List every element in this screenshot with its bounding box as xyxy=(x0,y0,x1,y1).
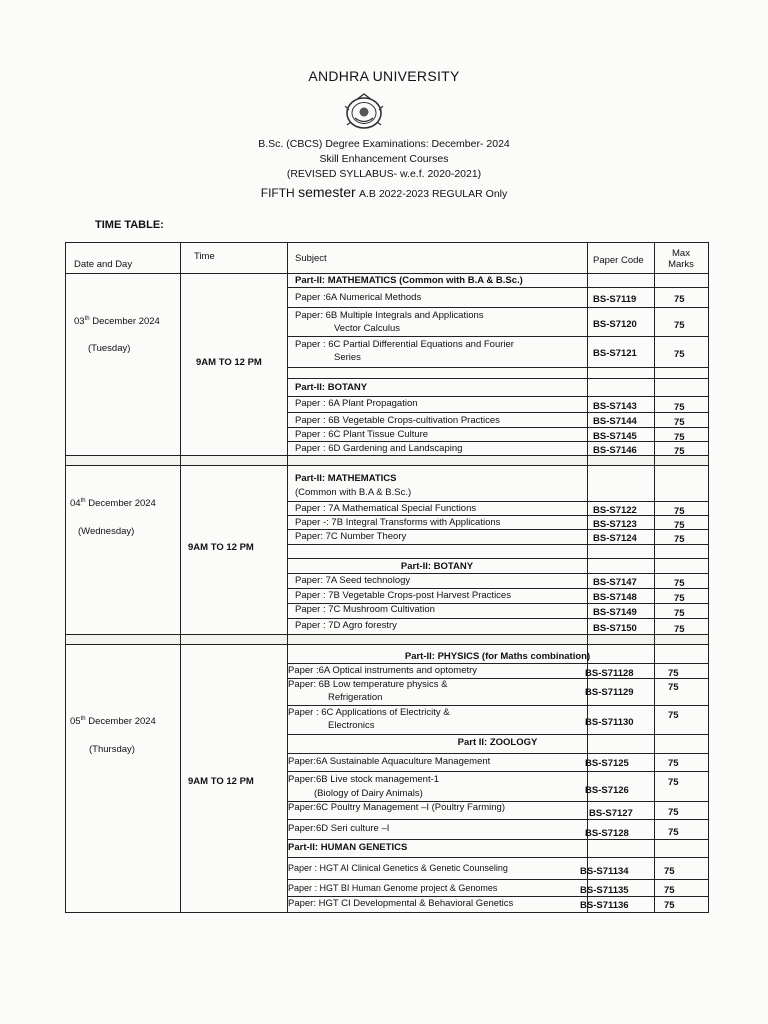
paper-marks: 75 xyxy=(664,900,675,911)
paper-code: BS-S7145 xyxy=(593,431,637,442)
col-header-time: Time xyxy=(194,251,215,262)
semester-batch: A.B 2022-2023 REGULAR Only xyxy=(359,188,508,200)
paper-subject: Paper : 7B Vegetable Crops-post Harvest Practices xyxy=(295,590,511,601)
paper-marks: 75 xyxy=(668,807,679,818)
paper-marks: 75 xyxy=(674,417,685,428)
paper-code: BS-S7120 xyxy=(593,319,637,330)
paper-marks: 75 xyxy=(674,624,685,635)
row-line xyxy=(287,287,708,288)
paper-subject: Paper: 7C Number Theory xyxy=(295,531,407,542)
paper-subject: Paper : 6A Plant Propagation xyxy=(295,398,418,409)
paper-marks: 75 xyxy=(674,520,685,531)
group-heading: Part-II: MATHEMATICS xyxy=(295,473,397,484)
paper-marks: 75 xyxy=(674,446,685,457)
paper-marks: 75 xyxy=(674,294,685,305)
row-line xyxy=(66,634,708,635)
paper-code: BS-S7143 xyxy=(593,401,637,412)
group-heading-cont: (Common with B.A & B.Sc.) xyxy=(295,487,412,498)
paper-code: BS-S7150 xyxy=(593,623,637,634)
paper-code: BS-S7121 xyxy=(593,348,637,359)
paper-subject: Paper : HGT AI Clinical Genetics & Genetic Counseling xyxy=(288,863,508,873)
row-line xyxy=(287,588,708,589)
day-weekday: (Tuesday) xyxy=(88,343,131,354)
day-separator xyxy=(66,634,708,644)
row-line xyxy=(287,515,708,516)
paper-marks: 75 xyxy=(664,885,675,896)
paper-subject: Paper:6A Sustainable Aquaculture Management xyxy=(288,756,491,767)
group-heading: Part-II: MATHEMATICS (Common with B.A & B.Sc.) xyxy=(295,275,523,286)
row-line xyxy=(287,839,708,840)
group-heading: Part-II: PHYSICS (for Maths combination) xyxy=(404,651,591,662)
col-header-subject: Subject xyxy=(295,253,327,264)
paper-marks: 75 xyxy=(668,668,679,679)
paper-marks: 75 xyxy=(674,320,685,331)
exam-time: 9AM TO 12 PM xyxy=(196,357,262,368)
col-header-code: Paper Code xyxy=(593,255,644,266)
paper-subject: Paper: 7A Seed technology xyxy=(295,575,411,586)
exam-time: 9AM TO 12 PM xyxy=(188,776,254,787)
row-line xyxy=(287,501,708,502)
paper-subject: Paper : 7A Mathematical Special Functions xyxy=(295,503,477,514)
paper-marks: 75 xyxy=(674,608,685,619)
paper-subject: Paper : 6C Plant Tissue Culture xyxy=(295,429,429,440)
paper-subject: Paper : HGT BI Human Genome project & Genomes xyxy=(288,883,498,893)
paper-subject: Paper: 6B Multiple Integrals and Applications xyxy=(295,310,484,321)
row-line xyxy=(287,396,708,397)
paper-subject: Paper :6A Numerical Methods xyxy=(295,292,422,303)
row-line xyxy=(287,819,708,820)
paper-code: BS-S71135 xyxy=(580,885,629,896)
paper-marks: 75 xyxy=(674,506,685,517)
paper-subject: Paper: HGT CI Developmental & Behavioral Genetics xyxy=(288,898,514,909)
row-line xyxy=(287,367,708,368)
paper-subject: Paper : 6C Partial Differential Equations and Fourier xyxy=(295,339,514,350)
group-heading: Part-II: HUMAN GENETICS xyxy=(288,842,408,853)
col-line xyxy=(587,243,588,912)
row-line xyxy=(287,771,708,772)
paper-marks: 75 xyxy=(674,593,685,604)
paper-subject: Paper : 7C Mushroom Cultivation xyxy=(295,604,435,615)
day-date: 05th December 2024 xyxy=(70,715,156,727)
day-date: 04th December 2024 xyxy=(70,497,156,509)
row-line xyxy=(287,879,708,880)
paper-marks: 75 xyxy=(668,777,679,788)
row-line xyxy=(287,753,708,754)
row-line xyxy=(287,705,708,706)
paper-marks: 75 xyxy=(668,710,679,721)
paper-subject: Paper :6A Optical instruments and optometry xyxy=(288,665,478,676)
semester-fifth: FIFTH xyxy=(260,186,295,200)
day-separator xyxy=(66,455,708,465)
timetable-table xyxy=(65,242,709,913)
row-line xyxy=(66,644,708,645)
row-line xyxy=(287,378,708,379)
paper-subject-cont: Vector Calculus xyxy=(334,323,401,334)
paper-code: BS-S71136 xyxy=(580,900,629,911)
paper-code: BS-S71134 xyxy=(580,866,629,877)
paper-marks: 75 xyxy=(668,758,679,769)
paper-subject: Paper: 6B Low temperature physics & xyxy=(288,679,448,690)
row-line xyxy=(287,618,708,619)
row-line xyxy=(66,455,708,456)
row-line xyxy=(66,465,708,466)
paper-marks: 75 xyxy=(674,349,685,360)
col-header-max: Max Marks xyxy=(668,248,694,270)
exam-time: 9AM TO 12 PM xyxy=(188,542,254,553)
day-date: 03th December 2024 xyxy=(74,315,160,327)
day-weekday: (Wednesday) xyxy=(78,526,135,537)
paper-code: BS-S7126 xyxy=(585,785,629,796)
paper-subject-cont: Electronics xyxy=(328,720,375,731)
paper-code: BS-S7148 xyxy=(593,592,637,603)
university-name: ANDHRA UNIVERSITY xyxy=(308,68,460,84)
exam-title: B.Sc. (CBCS) Degree Examinations: December- 2024 xyxy=(258,138,510,150)
paper-marks: 75 xyxy=(668,827,679,838)
paper-code: BS-S7119 xyxy=(593,294,637,305)
paper-marks: 75 xyxy=(674,402,685,413)
paper-code: BS-S71128 xyxy=(585,668,634,679)
paper-subject: Paper : 6C Applications of Electricity & xyxy=(288,707,450,718)
paper-subject-cont: (Biology of Dairy Animals) xyxy=(314,788,423,799)
day-weekday: (Thursday) xyxy=(89,744,135,755)
course-type: Skill Enhancement Courses xyxy=(319,153,449,165)
group-heading: Part-II: BOTANY xyxy=(295,382,368,393)
paper-marks: 75 xyxy=(674,578,685,589)
paper-subject: Paper:6D Seri culture –I xyxy=(288,823,390,834)
col-header-date: Date and Day xyxy=(74,259,133,270)
paper-subject: Paper -: 7B Integral Transforms with Applications xyxy=(295,517,501,528)
paper-marks: 75 xyxy=(674,534,685,545)
university-seal-icon xyxy=(343,92,385,132)
paper-code: BS-S7144 xyxy=(593,416,637,427)
col-line xyxy=(654,243,655,912)
paper-code: BS-S71130 xyxy=(585,717,634,728)
row-line xyxy=(287,336,708,337)
paper-subject: Paper:6B Live stock management-1 xyxy=(288,774,440,785)
paper-code: BS-S7147 xyxy=(593,577,637,588)
timetable-label: TIME TABLE: xyxy=(95,219,164,231)
paper-code: BS-S7128 xyxy=(585,828,629,839)
row-line xyxy=(287,441,708,442)
semester-word: semester xyxy=(298,184,356,200)
row-line xyxy=(287,412,708,413)
paper-subject: Paper : 6D Gardening and Landscaping xyxy=(295,443,463,454)
semester-line xyxy=(0,184,768,200)
row-line xyxy=(287,573,708,574)
paper-code: BS-S7125 xyxy=(585,758,629,769)
paper-subject-cont: Refrigeration xyxy=(328,692,383,703)
row-line xyxy=(287,734,708,735)
paper-subject: Paper:6C Poultry Management –I (Poultry Farming) xyxy=(288,802,506,813)
row-line xyxy=(287,307,708,308)
paper-marks: 75 xyxy=(664,866,675,877)
row-line xyxy=(287,544,708,545)
row-line xyxy=(287,896,708,897)
row-line xyxy=(287,663,708,664)
paper-code: BS-S71129 xyxy=(585,687,634,698)
paper-subject: Paper : 7D Agro forestry xyxy=(295,620,397,631)
col-line xyxy=(180,243,181,912)
row-line xyxy=(287,857,708,858)
paper-code: BS-S7127 xyxy=(589,808,633,819)
group-heading: Part II: ZOOLOGY xyxy=(457,737,538,748)
paper-code: BS-S7123 xyxy=(593,519,637,530)
paper-code: BS-S7146 xyxy=(593,445,637,456)
paper-marks: 75 xyxy=(674,432,685,443)
paper-marks: 75 xyxy=(668,682,679,693)
row-line xyxy=(287,558,708,559)
row-line xyxy=(66,273,708,274)
paper-code: BS-S7122 xyxy=(593,505,637,516)
group-heading: Part-II: BOTANY xyxy=(400,561,474,572)
paper-subject: Paper : 6B Vegetable Crops-cultivation Practices xyxy=(295,415,500,426)
row-line xyxy=(287,529,708,530)
paper-code: BS-S7124 xyxy=(593,533,637,544)
row-line xyxy=(287,427,708,428)
paper-code: BS-S7149 xyxy=(593,607,637,618)
syllabus-note: (REVISED SYLLABUS- w.e.f. 2020-2021) xyxy=(286,168,482,180)
paper-subject-cont: Series xyxy=(334,352,361,363)
